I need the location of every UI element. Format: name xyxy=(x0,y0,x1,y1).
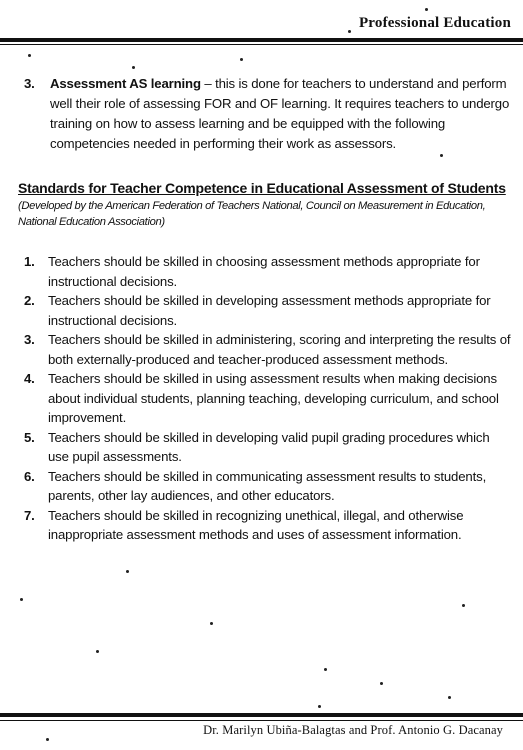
scan-speck xyxy=(20,598,23,601)
scan-speck xyxy=(210,622,213,625)
scan-speck xyxy=(318,705,321,708)
scan-speck xyxy=(132,66,135,69)
item-number: 3. xyxy=(24,76,35,91)
header-rule xyxy=(0,38,523,42)
item-text: Teachers should be skilled in choosing assessment methods appropriate for instructional decisions. xyxy=(48,254,480,289)
section-source-note: (Developed by the American Federation of Teachers National, Council on Measurement in Education, National Education Association) xyxy=(18,200,486,228)
footer-rule-thin xyxy=(0,720,523,721)
item-number: 3. xyxy=(24,332,35,347)
scan-speck xyxy=(380,682,383,685)
item-body: – this is done for teachers to understand and perform well their role of assessing FOR and OF learning. It requires teachers to undergo training on how to assess learning and be equipped with the following competencies needed in performing their work as assessors. xyxy=(50,76,510,151)
section-heading: Standards for Teacher Competence in Educational Assessment of Students xyxy=(18,180,506,196)
list-item xyxy=(18,428,513,467)
item-number: 4. xyxy=(24,371,35,386)
scan-speck xyxy=(462,604,465,607)
standards-list xyxy=(18,252,513,545)
item-text: Teachers should be skilled in communicating assessment results to students, parents, other lay audiences, and other educators. xyxy=(48,468,487,503)
scan-speck xyxy=(240,58,243,61)
item-text: Teachers should be skilled in developing assessment methods appropriate for instructional decisions. xyxy=(48,293,491,328)
list-item xyxy=(18,506,513,545)
running-header: Professional Education xyxy=(358,15,511,31)
scan-speck xyxy=(96,650,99,653)
list-item xyxy=(18,330,513,369)
item-text: Teachers should be skilled in using assessment results when making decisions about individual students, planning teaching, developing curriculum, and school improvement. xyxy=(48,371,499,425)
scan-speck xyxy=(126,570,129,573)
list-item xyxy=(18,252,513,291)
scan-speck xyxy=(46,738,49,741)
list-item xyxy=(18,369,513,428)
scan-speck xyxy=(348,30,351,33)
scan-speck xyxy=(324,668,327,671)
scan-speck xyxy=(448,696,451,699)
footer-rule xyxy=(0,713,523,717)
scan-speck xyxy=(440,154,443,157)
item-number: 6. xyxy=(24,468,35,484)
assessment-as-learning-item xyxy=(18,74,513,154)
item-text xyxy=(50,74,513,154)
list-item xyxy=(18,291,513,330)
item-number: 1. xyxy=(24,254,35,269)
item-text: Teachers should be skilled in administering, scoring and interpreting the results of both externally-produced and teacher-produced assessment methods. xyxy=(48,332,511,367)
item-number: 2. xyxy=(24,293,35,308)
item-text: Teachers should be skilled in recognizing unethical, illegal, and otherwise inappropriate assessment methods and uses of assessment information. xyxy=(48,507,464,542)
footer-authors: Dr. Marilyn Ubiña-Balagtas and Prof. Antonio G. Dacanay xyxy=(203,723,503,737)
scan-speck xyxy=(425,8,428,11)
scan-speck xyxy=(28,54,31,57)
item-lead: Assessment AS learning xyxy=(50,76,201,91)
page-body xyxy=(18,74,513,545)
item-number: 7. xyxy=(24,507,35,523)
header-rule-thin xyxy=(0,44,523,45)
list-item xyxy=(18,467,513,506)
item-number: 5. xyxy=(24,429,35,445)
item-text: Teachers should be skilled in developing valid pupil grading procedures which use pupil assessments. xyxy=(48,429,490,464)
